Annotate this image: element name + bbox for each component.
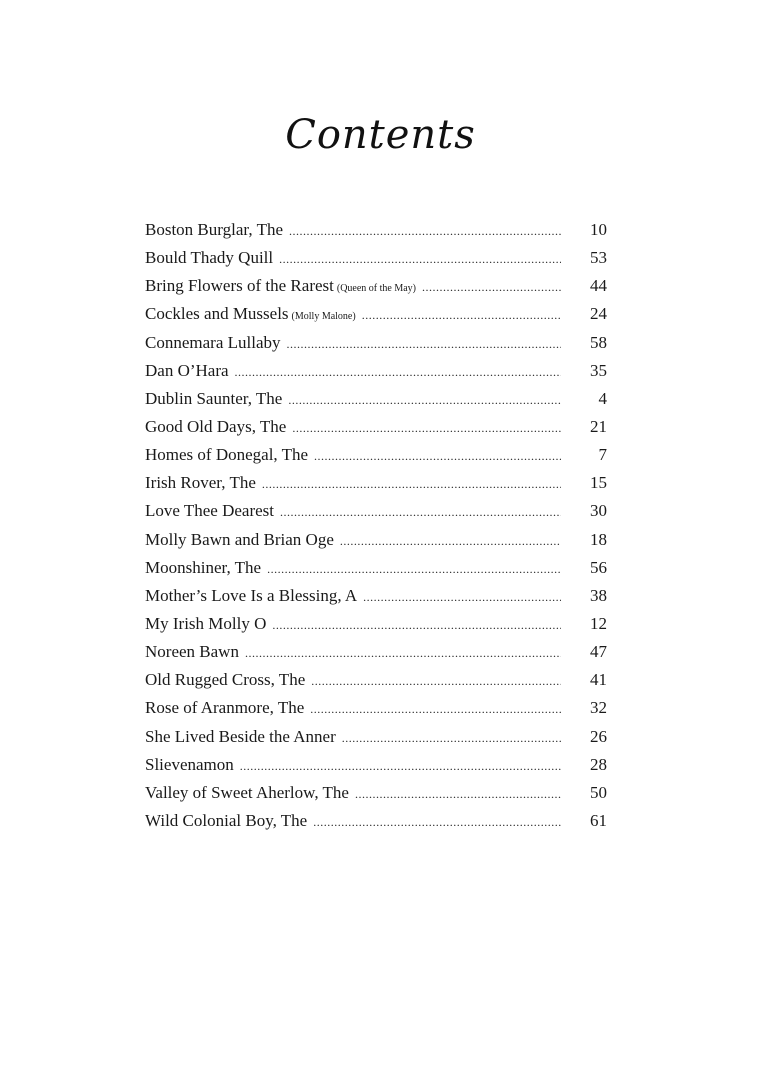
toc-entry[interactable]: [145, 441, 607, 469]
entry-page-number: 21: [590, 416, 607, 436]
entry-title: Molly Bawn and Brian Oge: [145, 529, 334, 549]
entry-page-number: 24: [590, 304, 607, 324]
entry-page-number: 58: [590, 332, 607, 352]
entry-subtitle: (Molly Malone): [291, 311, 356, 323]
dot-leader: [279, 245, 561, 273]
toc-entry[interactable]: [145, 469, 607, 497]
dot-leader: [363, 583, 561, 611]
entry-title: She Lived Beside the Anner: [145, 726, 336, 746]
dot-leader: [311, 667, 561, 695]
dot-leader: [267, 555, 561, 583]
entry-title: Dan O’Hara: [145, 360, 229, 380]
entry-title: Irish Rover, The: [145, 473, 256, 493]
toc-entry[interactable]: [145, 413, 607, 441]
dot-leader: [245, 639, 561, 667]
entry-title: Old Rugged Cross, The: [145, 670, 306, 690]
dot-leader: [342, 724, 561, 752]
entry-title: Noreen Bawn: [145, 642, 239, 662]
dot-leader: [313, 808, 561, 836]
dot-leader: [272, 611, 561, 639]
entry-title: Good Old Days, The: [145, 416, 287, 436]
toc-entry[interactable]: [145, 666, 607, 694]
toc-entry[interactable]: [145, 385, 607, 413]
toc-entry[interactable]: [145, 329, 607, 357]
dot-leader: [288, 386, 561, 414]
toc-entry[interactable]: [145, 272, 607, 300]
toc-entry[interactable]: [145, 582, 607, 610]
entry-page-number: 4: [598, 388, 607, 408]
entry-page-number: 30: [590, 501, 607, 521]
entry-title: Mother’s Love Is a Blessing, A: [145, 585, 358, 605]
toc-entry[interactable]: [145, 638, 607, 666]
dot-leader: [235, 358, 561, 386]
entry-subtitle: (Queen of the May): [336, 283, 416, 295]
entry-page-number: 12: [590, 613, 607, 633]
page-title: Contents: [285, 112, 476, 158]
entry-page-number: 41: [590, 670, 607, 690]
dot-leader: [422, 273, 561, 301]
entry-title: Bould Thady Quill: [145, 248, 274, 268]
entry-page-number: 35: [590, 360, 607, 380]
dot-leader: [262, 470, 561, 498]
entry-page-number: 38: [590, 585, 607, 605]
entry-page-number: 26: [590, 726, 607, 746]
toc-entry[interactable]: [145, 216, 607, 244]
toc-entry[interactable]: [145, 554, 607, 582]
entry-title: My Irish Molly O: [145, 613, 267, 633]
toc-entry[interactable]: [145, 751, 607, 779]
entry-title: Homes of Donegal, The: [145, 445, 309, 465]
entry-page-number: 32: [590, 698, 607, 718]
entry-page-number: 50: [590, 782, 607, 802]
dot-leader: [280, 498, 561, 526]
dot-leader: [310, 695, 561, 723]
entry-title: Moonshiner, The: [145, 557, 262, 577]
entry-page-number: 53: [590, 248, 607, 268]
entry-page-number: 61: [590, 810, 607, 830]
dot-leader: [355, 780, 561, 808]
entry-title: Boston Burglar, The: [145, 220, 283, 239]
entry-page-number: 15: [590, 473, 607, 493]
dot-leader: [340, 527, 561, 555]
dot-leader: [292, 414, 561, 442]
toc-entry[interactable]: [145, 357, 607, 385]
entry-page-number: 56: [590, 557, 607, 577]
dot-leader: [289, 217, 561, 245]
entry-title: Bring Flowers of the Rarest: [145, 276, 334, 296]
entry-page-number: 47: [590, 642, 607, 662]
toc-entry[interactable]: [145, 497, 607, 525]
toc-entry[interactable]: [145, 779, 607, 807]
entry-page-number: 44: [590, 276, 607, 296]
toc-entry[interactable]: [145, 244, 607, 272]
entry-title: Cockles and Mussels: [145, 304, 289, 324]
entry-title: Rose of Aranmore, The: [145, 698, 305, 718]
entry-page-number: 10: [590, 220, 607, 239]
entry-page-number: 18: [590, 529, 607, 549]
entry-title: Wild Colonial Boy, The: [145, 810, 308, 830]
entry-page-number: 7: [598, 445, 607, 465]
toc-entry[interactable]: [145, 694, 607, 722]
toc-entry[interactable]: [145, 300, 607, 328]
entry-page-number: 28: [590, 754, 607, 774]
entry-title: Connemara Lullaby: [145, 332, 281, 352]
entry-title: Dublin Saunter, The: [145, 388, 283, 408]
entry-title: Valley of Sweet Aherlow, The: [145, 782, 349, 802]
dot-leader: [314, 442, 561, 470]
toc-entry[interactable]: [145, 526, 607, 554]
dot-leader: [240, 752, 561, 780]
dot-leader: [287, 330, 562, 358]
dot-leader: [362, 301, 561, 329]
entry-title: Slievenamon: [145, 754, 234, 774]
entry-title: Love Thee Dearest: [145, 501, 275, 521]
toc-entry[interactable]: [145, 807, 607, 835]
toc-entry[interactable]: [145, 610, 607, 638]
toc-entry[interactable]: [145, 723, 607, 751]
table-of-contents: [145, 216, 607, 835]
